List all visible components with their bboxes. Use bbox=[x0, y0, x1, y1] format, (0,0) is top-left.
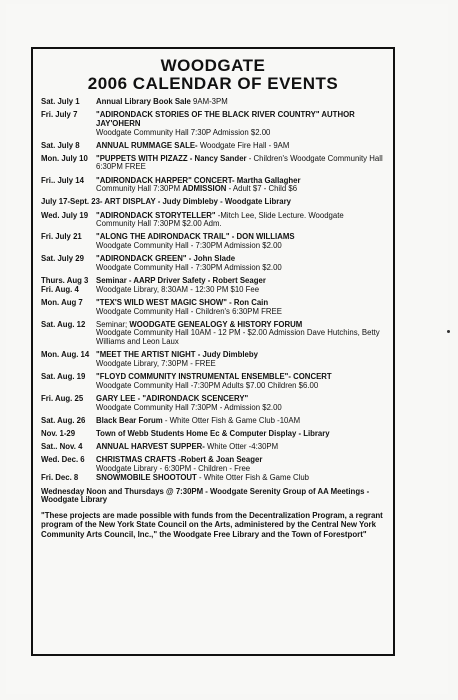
page bbox=[6, 4, 448, 694]
event-title: Black Bear Forum bbox=[96, 415, 163, 425]
event-row bbox=[41, 233, 385, 250]
event-details: Woodgate Community Hall - 7:30PM Admission $2.00 bbox=[96, 262, 282, 272]
event-date: Mon. July 10 bbox=[41, 153, 88, 163]
event-title: CHRISTMAS CRAFTS -Robert & Joan Seager bbox=[96, 455, 263, 465]
event-title: "PUPPETS WITH PIZAZZ - Nancy Sander bbox=[96, 153, 247, 163]
event-title: Town of Webb Students Home Ec & Computer Display - Library bbox=[96, 428, 330, 438]
event-row bbox=[41, 443, 385, 452]
event-date: Sat. July 1 bbox=[41, 97, 80, 106]
event-row bbox=[41, 321, 385, 347]
event-date: Sat. Aug. 12 bbox=[41, 319, 86, 329]
event-date: Sat. July 8 bbox=[41, 140, 80, 150]
event-date: Thurs. Aug 3 Fri. Aug. 4 bbox=[41, 276, 89, 294]
event-title: Seminar - AARP Driver Safety - Robert Seager bbox=[96, 276, 266, 286]
event-date: Wed. Dec. 6 bbox=[41, 455, 85, 465]
event-details: Woodgate Fire Hall - 9AM bbox=[197, 140, 290, 150]
title-calendar: 2006 CALENDAR OF EVENTS bbox=[87, 74, 339, 93]
event-admission-label: ADMISSION bbox=[182, 184, 227, 194]
event-title: GARY LEE - "ADIRONDACK SCENCERY" bbox=[96, 393, 249, 403]
event-type: Seminar; bbox=[96, 319, 130, 329]
event-title: "ADIRONDACK HARPER" CONCERT- Martha Gallagher bbox=[96, 175, 301, 185]
event-row bbox=[41, 474, 385, 483]
event-title: "MEET THE ARTIST NIGHT - Judy Dimbleby bbox=[96, 350, 258, 360]
event-row bbox=[41, 255, 385, 272]
event-date: Nov. 1-29 bbox=[41, 428, 76, 438]
event-details: Woodgate Library, 7:30PM - FREE bbox=[96, 358, 216, 368]
funding-statement: "These projects are made possible with funds from the Decentralization Program, a regrant program of the New York State Council on the Arts, administered by the Central New York Community Arts Council, Inc.," the Woodgate Free Library and the Town of Forestport" bbox=[41, 511, 383, 539]
event-details: - Children's Woodgate Community Hall 6:30PM FREE bbox=[96, 153, 383, 172]
event-details: Woodgate Community Hall -7:30PM Adults $7.00 Children $6.00 bbox=[96, 380, 319, 390]
event-date: Fri. July 21 bbox=[41, 232, 82, 242]
event-admission-price: - Adult $7 - Child $6 bbox=[226, 184, 298, 194]
event-date: Fri. Aug. 25 bbox=[41, 393, 84, 403]
event-art-display: July 17-Sept. 23- ART DISPLAY - Judy Dimbleby - Woodgate Library bbox=[41, 197, 291, 207]
event-row bbox=[41, 142, 385, 151]
event-date: Fri. Dec. 8 bbox=[41, 473, 79, 483]
event-title: SNOWMOBILE SHOOTOUT bbox=[96, 473, 197, 483]
event-row bbox=[41, 155, 385, 172]
event-details: Woodgate Community Hall 7:30PM - Admission $2.00 bbox=[96, 402, 282, 412]
event-row bbox=[41, 430, 385, 439]
event-details: -Mitch Lee, Slide Lecture. Woodgate Community Hall 7:30PM $2.00 Adm. bbox=[96, 210, 344, 229]
event-title: "ADIRONDACK GREEN" - John Slade bbox=[96, 254, 236, 264]
page-mark bbox=[447, 330, 450, 333]
event-title: "ADIRONDACK STORYTELLER" bbox=[96, 210, 216, 220]
event-row bbox=[41, 373, 385, 390]
event-title: "FLOYD COMMUNITY INSTRUMENTAL ENSEMBLE"- CONCERT bbox=[96, 372, 332, 382]
event-aa-meetings: Wednesday Noon and Thursdays @ 7:30PM - Woodgate Serenity Group of AA Meetings - Woodgate Library bbox=[41, 486, 370, 505]
event-date: Sat. Aug. 19 bbox=[41, 372, 86, 382]
event-details: Community Hall 7:30PM bbox=[96, 184, 183, 194]
event-row bbox=[41, 111, 385, 137]
event-details: 9AM-3PM bbox=[190, 97, 228, 106]
event-row bbox=[41, 351, 385, 368]
event-details: Woodgate Community Hall 7:30P Admission $2.00 bbox=[96, 127, 271, 137]
event-row bbox=[41, 395, 385, 412]
event-title: "ALONG THE ADIRONDACK TRAIL" - DON WILLIAMS bbox=[96, 232, 295, 242]
event-date: Wed. July 19 bbox=[41, 210, 89, 220]
event-row bbox=[41, 299, 385, 316]
event-details: Woodgate Library - 6:30PM - Children - Free bbox=[96, 463, 251, 473]
event-details: Woodgate Community Hall 10AM - 12 PM - $2.00 Admission Dave Hutchins, Betty Williams and Leon Laux bbox=[96, 328, 380, 347]
event-row bbox=[41, 212, 385, 229]
title-woodgate: WOODGATE bbox=[160, 56, 266, 75]
event-row bbox=[41, 417, 385, 426]
event-date: Sat.. Nov. 4 bbox=[41, 441, 83, 451]
event-date: Fri.. July 14 bbox=[41, 175, 84, 185]
event-row bbox=[41, 177, 385, 194]
event-title: "TEX'S WILD WEST MAGIC SHOW" - Ron Cain bbox=[96, 297, 269, 307]
calendar-frame bbox=[31, 47, 395, 656]
event-details: - White Otter Fish & Game Club bbox=[196, 473, 309, 483]
event-title: ANNUAL RUMMAGE SALE- bbox=[96, 140, 198, 150]
event-details: White Otter -4:30PM bbox=[204, 441, 279, 451]
event-row bbox=[41, 98, 385, 107]
event-row bbox=[41, 277, 385, 294]
event-details: Woodgate Community Hall - 7:30PM Admission $2.00 bbox=[96, 241, 282, 251]
event-date: Sat. Aug. 26 bbox=[41, 415, 86, 425]
event-date: Mon. Aug. 14 bbox=[41, 350, 90, 360]
event-title: "ADIRONDACK STORIES OF THE BLACK RIVER COUNTRY" AUTHOR JAY'OHERN bbox=[96, 110, 355, 128]
event-row bbox=[41, 456, 385, 473]
event-details: - White Otter Fish & Game Club -10AM bbox=[162, 415, 301, 425]
event-title: Annual Library Book Sale bbox=[96, 97, 191, 106]
event-details: Woodgate Community Hall - Children's 6:30PM FREE bbox=[96, 306, 282, 316]
event-details: Woodgate Library, 8:30AM - 12:30 PM $10 Fee bbox=[96, 284, 260, 294]
event-date: Fri. July 7 bbox=[41, 110, 78, 120]
event-title: ANNUAL HARVEST SUPPER- bbox=[96, 441, 205, 451]
event-date: Sat. July 29 bbox=[41, 254, 84, 264]
event-title: WOODGATE GENEALOGY & HISTORY FORUM bbox=[129, 319, 303, 329]
event-date: Mon. Aug 7 bbox=[41, 297, 83, 307]
